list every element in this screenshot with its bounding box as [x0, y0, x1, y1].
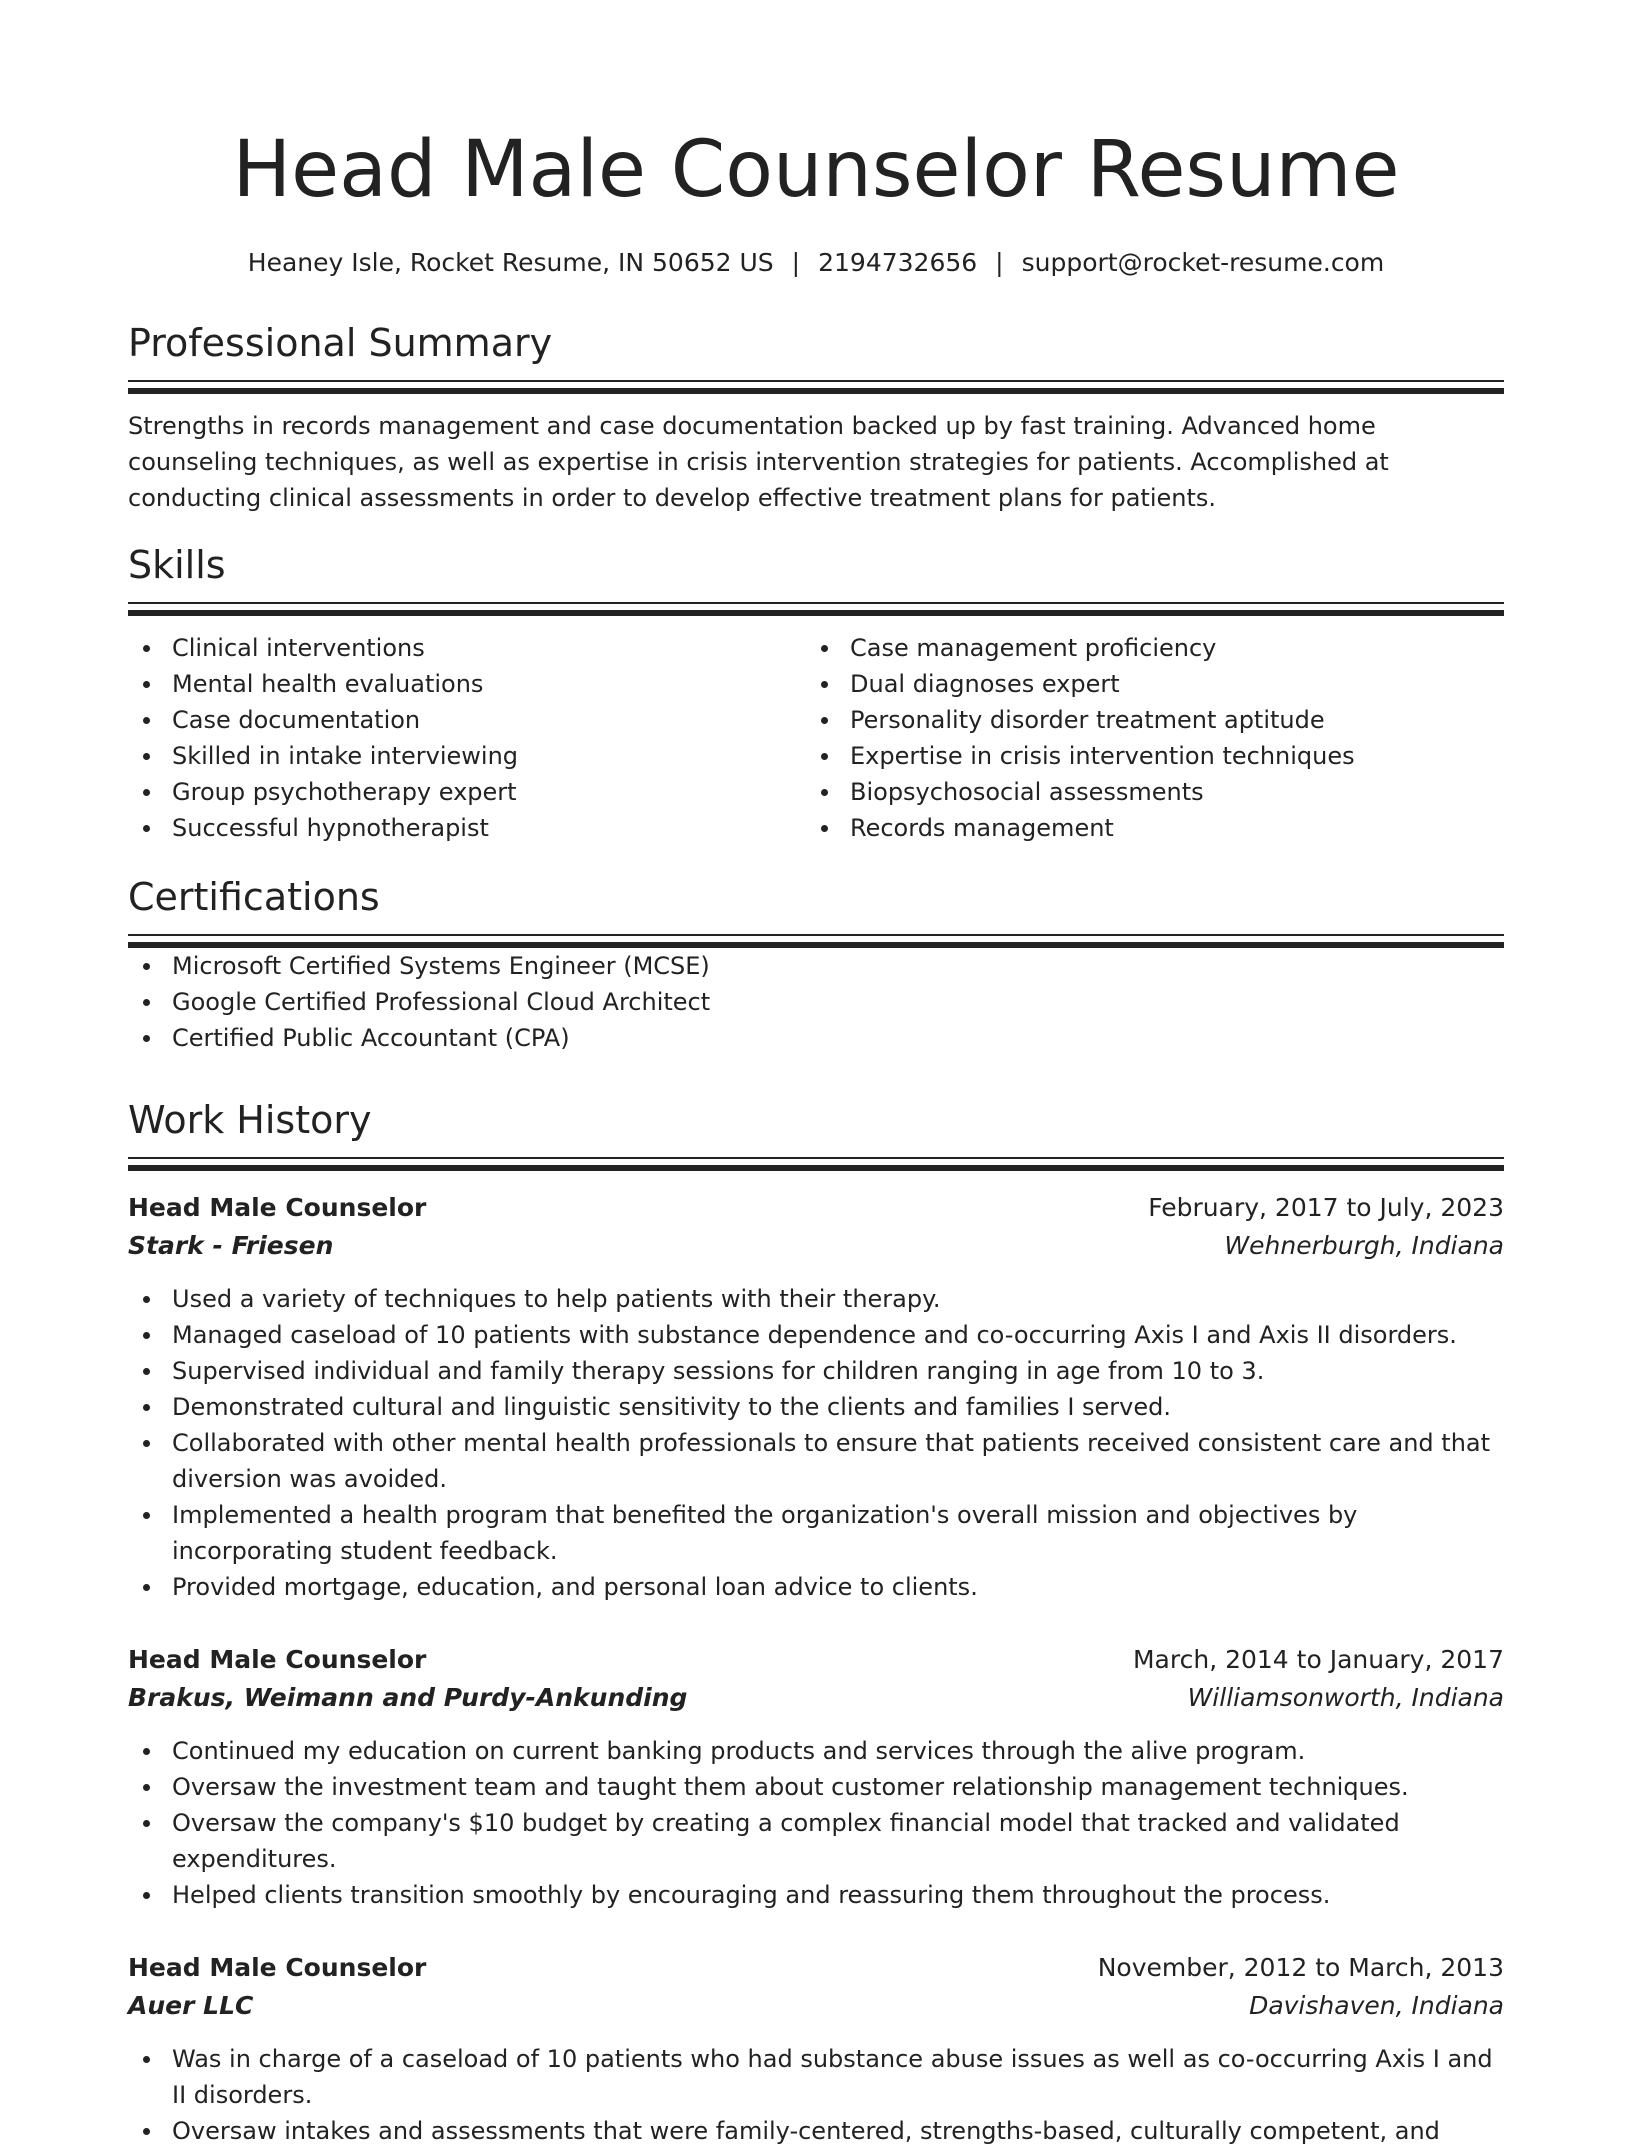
job-dates: November, 2012 to March, 2013	[1097, 1953, 1504, 1982]
job-dates: February, 2017 to July, 2023	[1148, 1193, 1504, 1222]
contact-address: Heaney Isle, Rocket Resume, IN 50652 US	[247, 248, 774, 277]
job-location: Davishaven, Indiana	[1249, 1991, 1504, 2020]
certifications-section	[128, 874, 1504, 1056]
job-duty-item: Supervised individual and family therapy sessions for children ranging in age from 10 to 3.	[128, 1353, 1504, 1389]
job-location: Wehnerburgh, Indiana	[1224, 1231, 1504, 1260]
job-duty-item: Used a variety of techniques to help patients with their therapy.	[128, 1281, 1504, 1317]
section-divider	[128, 934, 1504, 948]
summary-text: Strengths in records management and case documentation backed up by fast training. Advanced home counseling techniques, as well as expertise in crisis intervention strategies for patients. Accomplished at conducting clinical assessments in order to develop effective treatment plans for patients.	[128, 412, 1389, 512]
job-subheader-row	[128, 1679, 1504, 1717]
skills-list-left	[128, 630, 806, 846]
skill-item: Successful hypnotherapist	[128, 810, 806, 846]
job-company: Auer LLC	[128, 1991, 254, 2020]
divider-thick-line	[128, 388, 1504, 394]
certifications-list	[128, 948, 1504, 1056]
job-header-row	[128, 1949, 1504, 1987]
work-history-section	[128, 1097, 1504, 2149]
job-entry	[128, 1641, 1504, 1913]
job-subheader-row	[128, 1227, 1504, 1265]
job-duty-item: Oversaw the investment team and taught them about customer relationship management techniques.	[128, 1769, 1504, 1805]
divider-thin-line	[128, 934, 1504, 936]
job-duty-item: Provided mortgage, education, and personal loan advice to clients.	[128, 1569, 1504, 1605]
skill-item: Expertise in crisis intervention techniques	[806, 738, 1484, 774]
section-heading: Certifications	[128, 875, 380, 919]
skills-section	[128, 542, 1504, 846]
divider-thin-line	[128, 602, 1504, 604]
skills-columns	[128, 630, 1504, 846]
job-duty-item: Oversaw the company's $10 budget by creating a complex financial model that tracked and validated expenditures.	[128, 1805, 1504, 1877]
job-duty-item: Implemented a health program that benefited the organization's overall mission and objectives by incorporating student feedback.	[128, 1497, 1504, 1569]
job-duty-item: Was in charge of a caseload of 10 patients who had substance abuse issues as well as co-occurring Axis I and II disorders.	[128, 2041, 1504, 2113]
skill-item: Clinical interventions	[128, 630, 806, 666]
resume-page	[128, 0, 1504, 2145]
job-location: Williamsonworth, Indiana	[1187, 1683, 1504, 1712]
skill-item: Skilled in intake interviewing	[128, 738, 806, 774]
contact-phone: 2194732656	[818, 248, 978, 277]
job-header-row	[128, 1641, 1504, 1679]
divider-thick-line	[128, 1165, 1504, 1171]
job-duty-item: Demonstrated cultural and linguistic sensitivity to the clients and families I served.	[128, 1389, 1504, 1425]
job-header-row	[128, 1189, 1504, 1227]
job-duties-list	[128, 1281, 1504, 1605]
job-subheader-row	[128, 1987, 1504, 2025]
professional-summary-section	[128, 320, 1504, 516]
job-entry	[128, 1949, 1504, 2149]
contact-line	[128, 246, 1504, 280]
section-divider	[128, 380, 1504, 394]
job-title: Head Male Counselor	[128, 1193, 427, 1222]
job-duties-list	[128, 2041, 1504, 2149]
section-heading: Professional Summary	[128, 321, 553, 365]
skill-item: Dual diagnoses expert	[806, 666, 1484, 702]
contact-email: support@rocket-resume.com	[1021, 248, 1385, 277]
job-duty-item: Helped clients transition smoothly by encouraging and reassuring them throughout the process.	[128, 1877, 1504, 1913]
contact-separator: |	[791, 248, 801, 277]
job-dates: March, 2014 to January, 2017	[1132, 1645, 1504, 1674]
skills-list-right	[806, 630, 1484, 846]
section-divider	[128, 602, 1504, 616]
skill-item: Group psychotherapy expert	[128, 774, 806, 810]
job-company: Stark - Friesen	[128, 1231, 334, 1260]
job-company: Brakus, Weimann and Purdy-Ankunding	[128, 1683, 688, 1712]
skill-item: Mental health evaluations	[128, 666, 806, 702]
job-duty-item: Oversaw intakes and assessments that were family-centered, strengths-based, culturally competent, and	[128, 2113, 1504, 2149]
job-entry	[128, 1189, 1504, 1605]
section-heading: Skills	[128, 543, 226, 587]
job-duty-item: Continued my education on current banking products and services through the alive program.	[128, 1733, 1504, 1769]
contact-separator: |	[995, 248, 1004, 277]
resume-title: Head Male Counselor Resume	[232, 125, 1400, 215]
divider-thin-line	[128, 380, 1504, 382]
job-title: Head Male Counselor	[128, 1645, 427, 1674]
job-duties-list	[128, 1733, 1504, 1913]
certification-item: Certified Public Accountant (CPA)	[128, 1020, 1504, 1056]
section-divider	[128, 1157, 1504, 1171]
certification-item: Google Certified Professional Cloud Architect	[128, 984, 1504, 1020]
skill-item: Case documentation	[128, 702, 806, 738]
divider-thick-line	[128, 610, 1504, 616]
job-title: Head Male Counselor	[128, 1953, 427, 1982]
skill-item: Biopsychosocial assessments	[806, 774, 1484, 810]
skill-item: Personality disorder treatment aptitude	[806, 702, 1484, 738]
job-duty-item: Managed caseload of 10 patients with substance dependence and co-occurring Axis I and Axis II disorders.	[128, 1317, 1504, 1353]
section-heading: Work History	[128, 1098, 372, 1142]
divider-thin-line	[128, 1157, 1504, 1159]
skill-item: Case management proficiency	[806, 630, 1484, 666]
job-duty-item: Collaborated with other mental health professionals to ensure that patients received consistent care and that diversion was avoided.	[128, 1425, 1504, 1497]
skill-item: Records management	[806, 810, 1484, 846]
certification-item: Microsoft Certified Systems Engineer (MCSE)	[128, 948, 1504, 984]
